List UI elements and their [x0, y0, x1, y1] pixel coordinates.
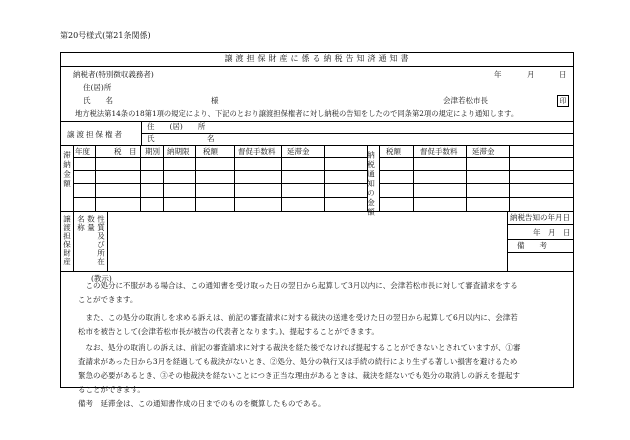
header-notice-reminder: 督促手数料 [420, 147, 458, 156]
delinquency-label: 滞納金額 [62, 151, 72, 189]
header-tax-amount: 税額 [203, 147, 218, 156]
date-day: 日 [559, 70, 567, 79]
notice-date-value: 年 月 日 [533, 228, 571, 237]
property-label: 譲渡担保財産 [62, 215, 72, 266]
instructions-title: (教示) [91, 274, 112, 283]
property-col-quantity: 数量 [86, 215, 96, 232]
intro-text: 地方税法第14条の18第1項の規定により、下記のとおり譲渡担保権者に対し納税の告知をしたので同条第2項の規定により通知します。 [75, 109, 519, 118]
instruction-line: また、この処分の取消しを求める訴えは、前記の審査請求に対する裁決の送達を受けた日の翌日から起算して6月以内に、会津若 [78, 313, 518, 322]
remarks-note: 備考 延滞金は、この通知書作成の日までのものを概算したものである。 [78, 399, 326, 408]
mayor-title: 会津若松市長 [443, 96, 488, 105]
holder-name: 氏 名 [147, 134, 215, 143]
instruction-line: 緊急の必要があるとき、③その他裁決を経ないことにつき正当な理由があるときは、裁決を経ないでも処分の取消しの訴えを提起す [78, 371, 521, 380]
honorific: 様 [211, 96, 219, 105]
instruction-line: 松市を被告として(会津若松市長が被告の代表者となります。)、提起することができます。 [78, 327, 379, 336]
header-tax-item: 税 目 [114, 147, 137, 156]
taxpayer-label: 納税者(特別徴収義務者) [73, 70, 154, 79]
holder-label: 譲渡担保権者 [67, 130, 124, 139]
header-notice-tax: 税額 [386, 147, 401, 156]
header-late-fee: 延滞金 [287, 147, 310, 156]
header-due-date: 納期限 [167, 147, 190, 156]
instruction-line: なお、処分の取消しの訴えは、前記の審査請求に対する裁決を経た後でなければ提起することができないとされていますが、①審 [78, 343, 521, 352]
header-reminder-fee: 督促手数料 [238, 147, 276, 156]
remarks-label: 備 考 [517, 241, 547, 250]
property-col-name: 名称 [76, 215, 86, 232]
header-notice-late: 延滞金 [472, 147, 495, 156]
form-number: 第20号様式(第21条関係) [60, 31, 151, 40]
instruction-line: ることができます。 [78, 385, 145, 394]
official-seal: 印 [557, 95, 569, 107]
instruction-line: ことができます。 [78, 295, 138, 304]
notice-amount-label: 納税通知の金額 [366, 151, 376, 218]
name-label: 氏 名 [83, 96, 113, 105]
holder-address: 住 (居) 所 [147, 122, 206, 131]
date-year: 年 [494, 70, 502, 79]
form-title: 譲渡担保財産に係る納税告知済通知書 [224, 54, 412, 63]
date-month: 月 [527, 70, 535, 79]
instruction-line: 査請求があった日から3月を経過しても裁決がないとき、②処分、処分の執行又は手続の続行により生ずる著しい損害を避けるため [78, 357, 518, 366]
notice-date-label: 納税告知の年月日 [510, 213, 570, 222]
address-label: 住(居)所 [83, 83, 112, 92]
header-year: 年度 [75, 147, 90, 156]
instruction-line: この処分に不服がある場合は、この通知書を受け取った日の翌日から起算して3月以内に、会津若松市長に対して審査請求をする [78, 281, 518, 290]
property-col-nature: 性質及び所在 [96, 215, 106, 266]
header-period: 期別 [145, 147, 160, 156]
